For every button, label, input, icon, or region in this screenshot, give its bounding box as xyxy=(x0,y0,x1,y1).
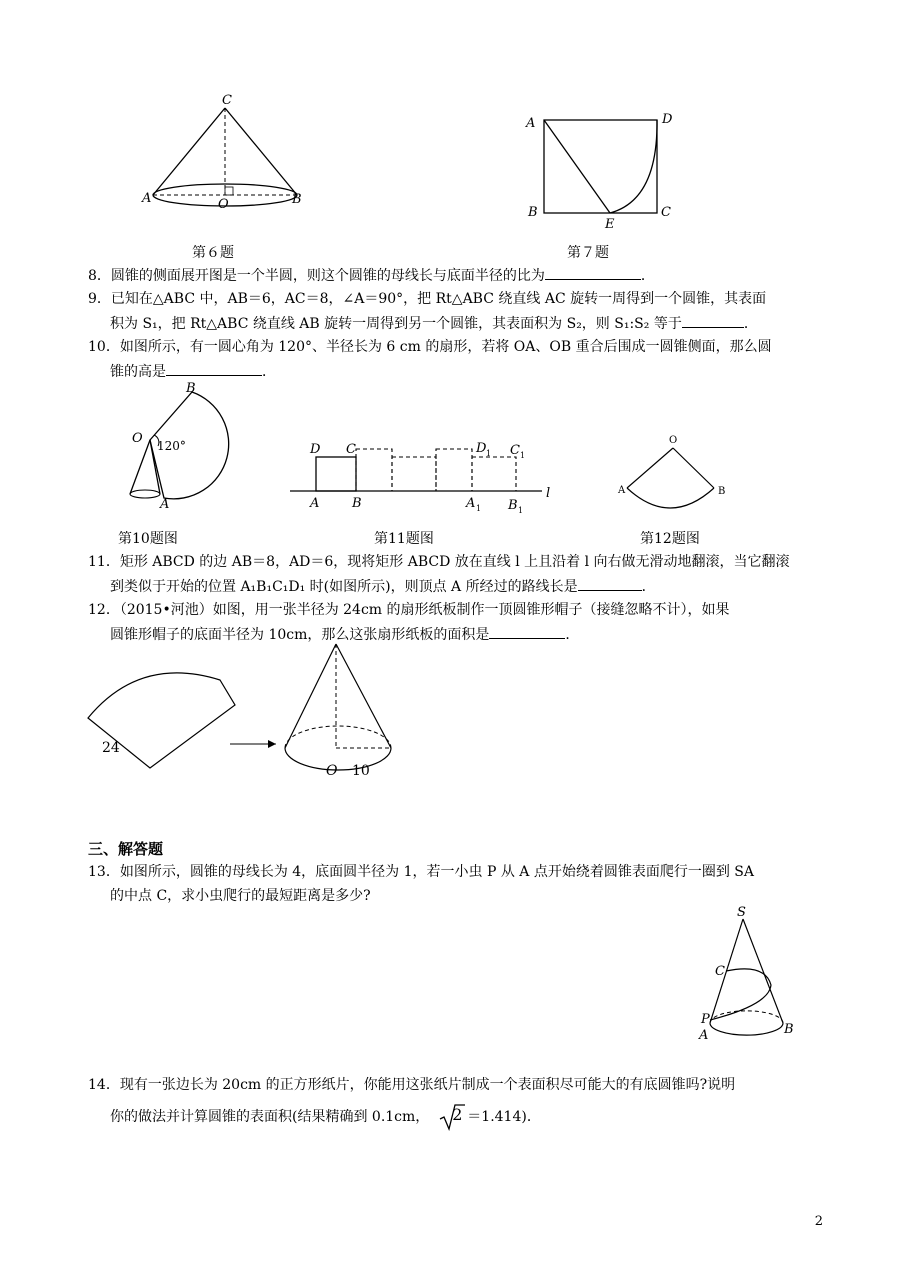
fig6-label-o: O xyxy=(218,197,229,212)
figure-7-square xyxy=(518,105,688,230)
fig11-label-b: B xyxy=(352,496,362,511)
q12-answer-blank xyxy=(489,624,565,639)
hat-base-label: 10 xyxy=(352,763,370,779)
question-8: 8．圆锥的侧面展开图是一个半圆，则这个圆锥的母线长与底面半径的比为 ． xyxy=(88,265,655,286)
question-14-line1: 14．现有一张边长为 20cm 的正方形纸片，你能用这张纸片制成一个表面积尽可能大的有底圆锥吗?说明 xyxy=(88,1077,736,1093)
hat-center-label: O xyxy=(326,763,338,779)
question-9-line1: 9．已知在△ABC 中，AB＝6，AC＝8，∠A＝90°，把 Rt△ABC 绕直线 AC 旋转一周得到一个圆锥，其表面 xyxy=(88,291,767,307)
question-12-line1: 12．（2015•河池）如图，用一张半径为 24cm 的扇形纸板制作一顶圆锥形帽子（接缝忽略不计），如果 xyxy=(88,602,730,618)
fig7-label-a: A xyxy=(526,116,536,131)
fig13-label-c: C xyxy=(715,964,725,979)
fig11-label-c: C xyxy=(346,442,356,457)
figure-11-rolling-rectangle xyxy=(290,435,560,515)
question-11-line2: 到类似于开始的位置 A₁B₁C₁D₁ 时(如图所示)，则顶点 A 所经过的路线长是 ． xyxy=(110,576,656,597)
fig7-label-c: C xyxy=(661,205,671,220)
hat-radius-label: 24 xyxy=(102,740,120,756)
svg-text:1: 1 xyxy=(518,506,524,515)
fig10-label-angle: 120° xyxy=(157,439,186,453)
fig6-caption: 第６题 xyxy=(192,245,234,261)
q11-answer-blank xyxy=(578,576,642,591)
fig6-label-c: C xyxy=(222,93,232,108)
page-number: 2 xyxy=(814,1214,823,1229)
sqrt-symbol: 2 xyxy=(439,1103,465,1131)
question-14-line2: 你的做法并计算圆锥的表面积(结果精确到 0.1cm， 2 ＝1.414)． xyxy=(110,1103,541,1131)
fig10-label-b: B xyxy=(186,381,196,396)
fig7-label-e: E xyxy=(605,217,615,230)
fig7-label-b: B xyxy=(528,205,538,220)
fig11-label-a1: A xyxy=(466,496,476,511)
q10-answer-blank xyxy=(166,361,262,376)
question-13-line2: 的中点 C，求小虫爬行的最短距离是多少? xyxy=(110,888,371,904)
fig12-label-o: O xyxy=(669,435,678,446)
fig10-label-o: O xyxy=(132,431,143,446)
fig13-label-b: B xyxy=(784,1022,794,1037)
q9-answer-blank xyxy=(682,313,744,328)
fig10-label-a: A xyxy=(160,497,170,512)
question-10-line1: 10．如图所示，有一圆心角为 120°、半径长为 6 cm 的扇形，若将 OA、OB 重合后围成一圆锥侧面，那么圆 xyxy=(88,339,772,355)
fig12-label-b: B xyxy=(718,486,726,497)
figure-12-sector xyxy=(610,430,740,510)
svg-text:1: 1 xyxy=(486,449,492,458)
fig11-label-d1: D xyxy=(476,441,487,456)
figure-12-hat xyxy=(80,640,420,790)
question-11-line1: 11．矩形 ABCD 的边 AB＝8，AD＝6，现将矩形 ABCD 放在直线 l 上且沿着 l 向右做无滑动地翻滚，当它翻滚 xyxy=(88,554,790,570)
fig7-label-d: D xyxy=(662,112,673,127)
fig6-label-a: A xyxy=(142,191,152,206)
fig13-label-s: S xyxy=(737,905,746,920)
fig13-label-a: A xyxy=(699,1028,709,1043)
fig11-label-a: A xyxy=(310,496,320,511)
figure-13-cone xyxy=(695,905,805,1050)
fig10-caption: 第10题图 xyxy=(118,531,178,547)
fig12-caption: 第12题图 xyxy=(640,531,700,547)
fig11-label-c1: C xyxy=(510,443,520,458)
figure-6-cone xyxy=(140,90,310,215)
question-12-line2: 圆锥形帽子的底面半径为 10cm，那么这张扇形纸板的面积是 ． xyxy=(110,624,579,645)
fig6-label-b: B xyxy=(292,192,302,207)
question-9-line2: 积为 S₁，把 Rt△ABC 绕直线 AB 旋转一周得到另一个圆锥，其表面积为 S₂，则 S₁:S₂ 等于 ． xyxy=(110,313,758,334)
fig13-label-p: P xyxy=(701,1012,710,1027)
q8-answer-blank xyxy=(545,265,641,280)
fig7-caption: 第７题 xyxy=(567,245,609,261)
section-heading: 三、解答题 xyxy=(88,840,164,858)
figure-10-sector xyxy=(120,380,230,515)
question-10-line2: 锥的高是 ． xyxy=(110,361,276,382)
fig11-label-d: D xyxy=(310,442,321,457)
question-13-line1: 13．如图所示，圆锥的母线长为 4，底面圆半径为 1，若一小虫 P 从 A 点开始绕着圆锥表面爬行一圈到 SA xyxy=(88,864,755,880)
svg-text:1: 1 xyxy=(520,451,526,460)
fig11-label-b1: B xyxy=(508,498,518,513)
fig11-label-l: l xyxy=(546,486,551,501)
fig12-label-a: A xyxy=(618,485,626,496)
fig11-caption: 第11题图 xyxy=(374,531,434,547)
svg-text:1: 1 xyxy=(476,504,482,513)
